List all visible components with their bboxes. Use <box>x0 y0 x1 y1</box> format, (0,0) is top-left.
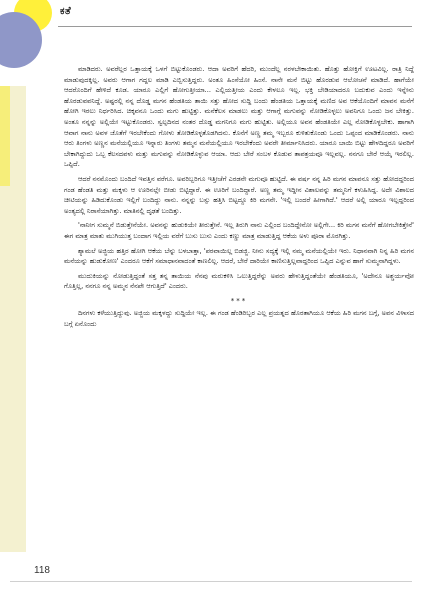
section-title: ಕತೆ <box>60 6 72 17</box>
paragraph: ಮಾಡಿದರು. ಅವರೆಲ್ಲರ ಒತ್ತಾಯಕ್ಕೆ ಒಳಗೆ ಬಿಟ್ಟುಕೊಂಡರು. ಆದಾ ಅವರಿಗೆ ಹೆದರಿ, ಮುಂದೆಲ್ಲ ನರಳಬೇಕಾಯಿತು. ಹೊತ್ತು ಹೋಕ್ತಿಗೆ ಊಟವಿಲ್ಲ. ರಾತ್ರಿ ನಿದ್ದೆ ಮಾಡುವುದಕ್ಕಿಲ್ಲ. ಅವರು ಆಗಾಗ ಗದ್ದಲ ಮಾಡಿ ಎಬ್ಬಿಸುತ್ತಿದ್ದರು. ಅಂತೂ ಹಿಂಸೆಯೋ ಹಿಂಸೆ. ನಾನೇ ಮನೆ ಬಿಟ್ಟು ಹೊರಡುವ ಆಲೋಚನೆ ಮಾಡಿದೆ. ಹಾಗೆಯೇ ಆದರೊಂದಿಗೆ ಹೇಳಿದೆ ಕೂಡ. ಯಾರೂ ಎಲ್ಲಿಗೆ ಹೋಗುತ್ತೀಯಾ... ಎಲ್ಲಿಯತ್ತೀಯ ಎಂದು ಕೇಳಲೂ ಇಲ್ಲ. ಭಕ್ತಿ ಬೇಡಿಯಾದರೂ ಬದುಕುವ ಎಂದು ಇನ್ನೇನು ಹೊರಡುವವನಿದ್ದೆ. ಅಷ್ಟರಲ್ಲಿ ನನ್ನ ದೊಡ್ಡ ಮಗನ ಹೆಂಡತಿಯ ತಾಯಿ ಸತ್ತು ಹೋದ ಸುದ್ದಿ ಬಂದು ಹೆಂಡತಿಯ ಒತ್ತಾಯಕ್ಕೆ ಮಣಿದ ಅವ ಆಕೆಯೊಂದಿಗೆ ಮಾವನ ಮನೆಗೆ ಹೋಗಿ ಇರಲು ನಿರ್ಧರಿಸಿದ. ಚಿಕ್ಕವನೂ ಒಂದು ಮಗು ಹುಟ್ಟಿತ್ತು. ಮನೆಕೆಲಸ ಮಾಡಲು ಮತ್ತು ಆಗಾಗ್ಗೆ ಮಗುವನ್ನು ನೋಡಿಕೊಳ್ಳಲು ಅವನಿಗೂ ಒಂದು ಜನ ಬೇಕಿತ್ತು. ಅಂತೂ ನನ್ನನ್ನು ಅಲ್ಲಿಯೇ ಇಟ್ಟುಕೊಂಡರು. ಸ್ವಲ್ಪದಿನದ ನಂತರ ದೊಡ್ಡ ಮಗನಿಗೂ ಮಗು ಹುಟ್ಟಿತು. ಅಲ್ಲಿಯೂ ಅವನ ಹೆಂಡತಿಯೇ ಎಲ್ಲ ನೋಡಿಕೊಳ್ಳಬೇಕು. ಹಾಗಾಗಿ ಆವಾಗ ನಾನು ಅವಳ ಜೊತೆಗೆ ಇರಬೇಕೆಂದು ಗೋಳು ತೋಡಿಕೊಳ್ಳತೊಡಗಿದನು. ಕೊನೆಗೆ ಅಣ್ಣ ತಮ್ಮ ಇಬ್ಬರೂ ಕುಳಿತುಕೊಂಡು ಒಂದು ಒಪ್ಪಂದ ಮಾಡಿಕೊಂಡರು. ನಾನು ಆರು ತಿಂಗಳು ಅಣ್ಣನ ಮನೆಯಲ್ಲಿಯೂ ಇನ್ನಾರು ತಿಂಗಳು ತಮ್ಮನ ಮನೆಯಲ್ಲಿಯೂ ಇರಬೇಕೆಂದು ಅವರೇ ತೀರ್ಮಾನಿಸಿದರು. ಯಾರೂ ಬಾಯಿ ಬಿಟ್ಟು ಹೇಳದಿದ್ದರೂ ಅವರಿಗೆ ಬೇಕಾಗಿದ್ದುದು ಒಬ್ಬ ಕೆಲಸದವಳು ಮತ್ತು ಮಗುವನ್ನು ನೋಡಿಕೊಳ್ಳುವ ಆಯಾ. ಆದು ಬೇರೆ ಸಂಬಳ ಕೊಡುವ ತಾಪತ್ರಯವೂ ಇಲ್ಲವಲ್ಲ. ನನಗೂ ಬೇರೆ ಆಯ್ಕೆ ಇರಲಿಲ್ಲ. ಒಪ್ಪಿದೆ. <box>64 65 414 169</box>
header-divider <box>58 26 412 27</box>
paragraph: ದಿನಗಳು ಕಳೆಯುತ್ತಿದ್ದುವು. ಅಜ್ಜಿಯ ಮಕ್ಕಳದ್ದು ಸುದ್ದಿಯೇ ಇಲ್ಲ. ಈ ಗಂಡ ಹೆಂಡಿರಿಬ್ಬರ ಎಲ್ಲ ಪ್ರಯತ್ನದ ಹೊರತಾಗಿಯೂ ಆಕೆಯ ಹಿರಿ ಮಗನ ಬಗ್ಗೆ, ಅವನ ವಿಳಾಸದ ಬಗ್ಗೆ ಏನೊಂದು <box>64 309 414 329</box>
paragraph: 'ನಾನೀಗ ಸುಮ್ಮನೆ ಬಿಡುತ್ತೇನೆಯೇ. ಅವನನ್ನು ಹುಡುಕಿಯೇ ತೀರುತ್ತೇನೆ. ಇಲ್ಲ ತಿರುಗಿ ನಾನು ಎಲ್ಲಿಂದ ಬಂದಿದ್ದೇನೋ ಅಲ್ಲಿಗೇ... ಕಿರಿ ಮಗನ ಮನೆಗೆ ಹೋಗಬೇಕಿತ್ತೇನೆ' ಈಗ ಮಾತ್ರ ಮಾತು ಮುಗಿಯುತ್ತ ಬಂದಾಗ ಇಲ್ಲಿಯ ವರೆಗೆ ಬುಸು ಬುಸು ಎಂದು ಕಣ್ಣು ಮಾತ್ರ ಮಾಡುತ್ತಿದ್ದ ಆಕೆಯ ಅಳು ಪೂರಾ ಮೊರಗಿತ್ತು. <box>64 221 414 240</box>
page-number: 118 <box>34 565 50 576</box>
footer-divider <box>10 581 412 582</box>
story-body <box>64 64 414 330</box>
section-separator: *** <box>230 296 248 305</box>
paragraph: ಮುದುಕಿಯನ್ನು ನೋಡುತ್ತಿದ್ದಂತೆ ಸತ್ತ ತನ್ನ ತಾಯಿಯ ನೆನಪು ಮರುಕಳಿಸಿ ಒಲುತ್ತಿದ್ದರೆನ್ನು ಅವರು ಹೇಳುತ್ತಿದ್ದಂತೆಯೇ ಹೆಂಡತಿಯೂ, 'ಅದೇನೂ ಅಶ್ಚರ್ಯವೋ ಗೊತ್ತಿಲ್ಲ, ನನಗೂ ನನ್ನ ಅಮ್ಮನ ನೆನಪೇ ಆಗುತ್ತಿದೆ' ಎಂದರು. <box>64 271 414 291</box>
paragraph: ಶ್ಯಾಮಲೆ ಅಜ್ಜಿಯ ಹತ್ತಿರ ಹೋಗಿ ಆಕೆಯ ಬೆನ್ನು ಬಳಬಾತ್ತಾ, 'ಪರವಾಯಿಲ್ಲ ಬಿಡಜ್ಜಿ. ನೀನು ಸದ್ಯಕ್ಕೆ ಇಲ್ಲಿ ನಮ್ಮ ಮನೆಯಲ್ಲಿಯೇ ಇರು. ನಿಧಾನವಾಗಿ ನಿನ್ನ ಹಿರಿ ಮಗನ ಮನೆಯನ್ನು ಹುಡುಕೋಣ' ಎಂದರೂ ಆಕೆಗೆ ಸಮಾಧಾನವಾದಂತೆ ಕಾಣಲಿಲ್ಲ. ಆದರೆ, ಬೇರೆ ದಾರಿಯೇ ಕಾಣಿಸುತ್ತಿಲ್ಲವಾದ್ದರಿಂದ ಒಪ್ಪಿದ ಎನ್ನುವ ಹಾಗೆ ಸುಮ್ಮನಾಗಿದ್ದಳು. <box>64 246 414 266</box>
paragraph: ಆದರೆ ನನಮೊಂದು ಬಂದಿದೆ ಇವತ್ತಿನ ವರೆಗೂ. ಅವರಿಬ್ಬರಿಗೂ ಇತ್ತೀಚೆಗೆ ಎರಡನೇ ಮಗುವೂ ಹುಟ್ಟಿದೆ. ಈ ವರ್ಷ ನನ್ನ ಹಿರಿ ಮಗನ ಮಾವನೂ ಸತ್ತು ಹೋದದ್ದರಿಂದ ಗಂಡ ಹೆಂಡತಿ ಮತ್ತು ಮಕ್ಕಳು ಆ ಊರಿನಲ್ಲೇ ಬೀಡು ಬಿಟ್ಟಿದ್ದಾರೆ. ಈ ಊರಿಗೆ ಬಂದಿದ್ದಾರೆ. ಅಣ್ಣ ತಮ್ಮ ಇದ್ದೀನ ವಿಶಾಲವನ್ನು ತಮ್ಮನಿಗೆ ಕಳುಹಿಸಿದ್ದ. ಅದೇ ವಿಶಾಲದ ಚೀಟಿಯನ್ನು ಹಿಡಿದುಕೊಂಡು ಇಲ್ಲಿಗೆ ಬಂದಿದ್ದು ನಾನು. ನನ್ನನ್ನು ಬಸ್ಸು ಹತ್ತಿಸಿ ಬಿಟ್ಟದ್ದೂ ಕಿರಿ ಮಗನೇ. 'ಇಲ್ಲಿ ಬಂದರೆ ಹೀಗಾಗಿದೆ.' ಆದರೆ ಅಲ್ಲಿ ಯಾರೂ ಇಲ್ಲದ್ದರಿಂದ ಅಂತ್ಯದಲ್ಲಿ ನಿರಾಸೆಯಾಗಿತ್ತು. ಮಾತಿನಲ್ಲಿ ದೃಢತೆ ಬಂದಿತ್ತು. <box>64 174 414 215</box>
decorative-side-band-accent <box>0 86 10 186</box>
